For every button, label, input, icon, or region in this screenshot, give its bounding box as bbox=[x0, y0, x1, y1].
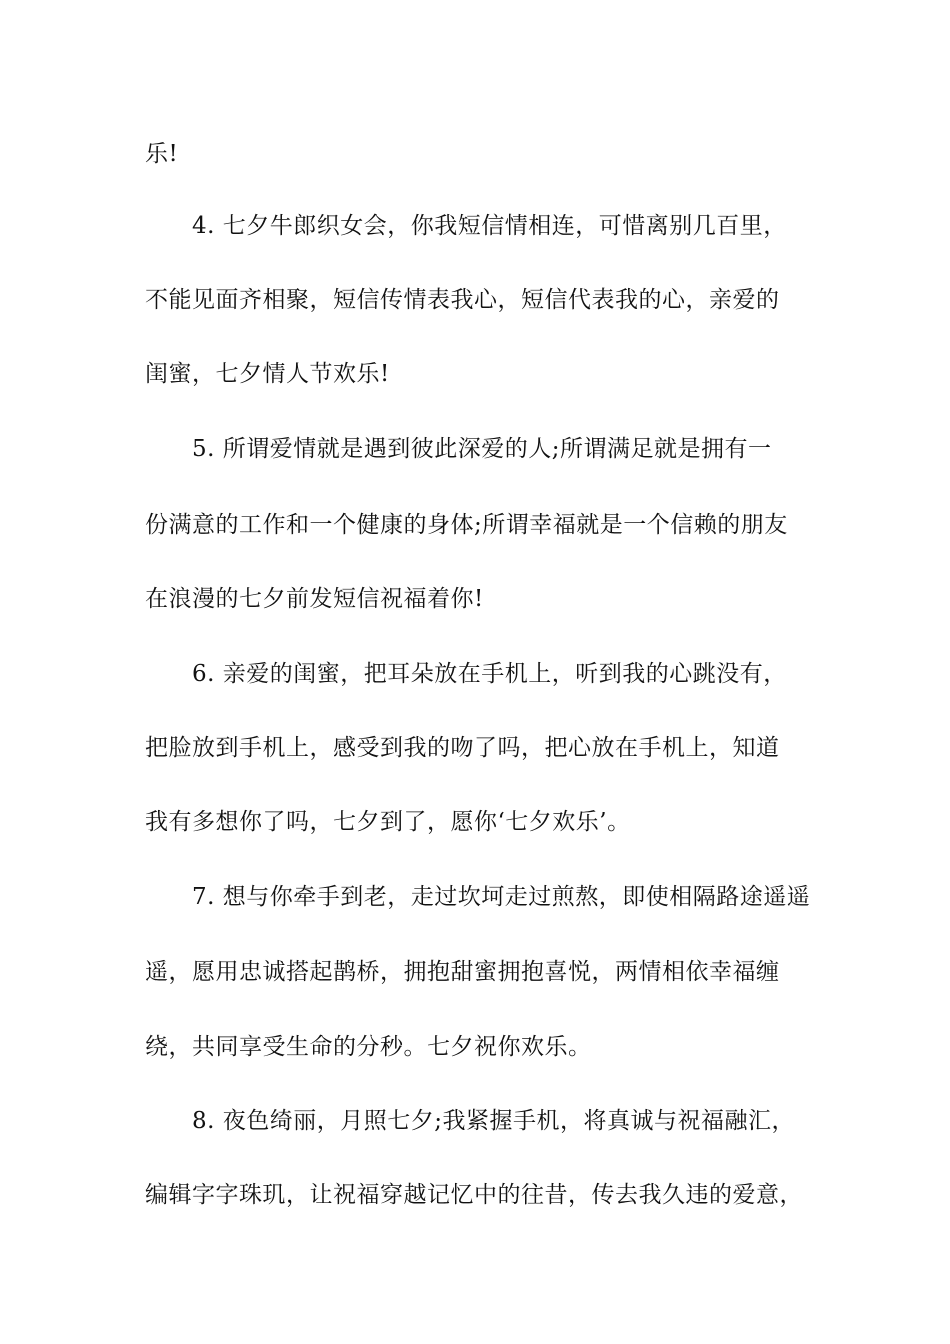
list-item-7-line-1: 7. 想与你牵手到老，走过坎坷走过煎熬，即使相隔路途遥遥 bbox=[192, 884, 811, 910]
list-item-4-line-2: 不能见面齐相聚，短信传情表我心，短信代表我的心，亲爱的 bbox=[145, 287, 780, 313]
list-item-5-line-3: 在浪漫的七夕前发短信祝福着你! bbox=[145, 586, 484, 612]
list-item-5-line-1: 5. 所谓爱情就是遇到彼此深爱的人;所谓满足就是拥有一 bbox=[192, 436, 772, 462]
list-item-6-line-3: 我有多想你了吗，七夕到了，愿你‘七夕欢乐’。 bbox=[145, 809, 631, 835]
list-item-4-line-3: 闺蜜，七夕情人节欢乐! bbox=[145, 361, 390, 387]
list-item-8-line-2: 编辑字字珠玑，让祝福穿越记忆中的往昔，传去我久违的爱意， bbox=[145, 1182, 803, 1208]
list-item-7-line-2: 遥，愿用忠诚搭起鹊桥，拥抱甜蜜拥抱喜悦，两情相依幸福缠 bbox=[145, 959, 780, 985]
list-item-4-line-1: 4. 七夕牛郎织女会，你我短信情相连，可惜离别几百里， bbox=[192, 213, 787, 239]
list-item-7-line-3: 绕，共同享受生命的分秒。七夕祝你欢乐。 bbox=[145, 1034, 592, 1060]
list-item-6-line-1: 6. 亲爱的闺蜜，把耳朵放在手机上，听到我的心跳没有， bbox=[192, 661, 787, 687]
text-line: 乐! bbox=[145, 141, 179, 167]
list-item-8-line-1: 8. 夜色绮丽，月照七夕;我紧握手机，将真诚与祝福融汇， bbox=[192, 1108, 796, 1134]
list-item-6-line-2: 把脸放到手机上，感受到我的吻了吗，把心放在手机上，知道 bbox=[145, 735, 780, 761]
list-item-5-line-2: 份满意的工作和一个健康的身体;所谓幸福就是一个信赖的朋友 bbox=[145, 512, 788, 538]
